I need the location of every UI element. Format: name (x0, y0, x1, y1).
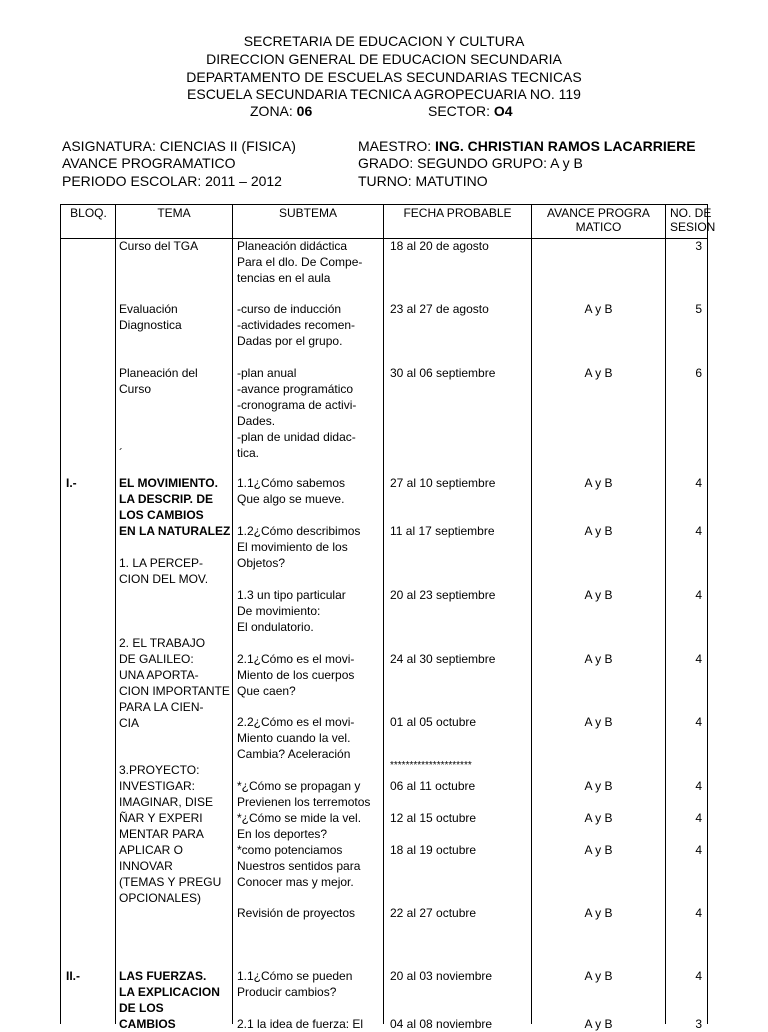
subtema-cell: 2.1 la idea de fuerza: El (237, 1017, 364, 1031)
zona-label: ZONA: (250, 103, 297, 119)
grado-grupo: GRADO: SEGUNDO GRUPO: A y B (358, 155, 583, 171)
subtema-cell: -plan anual -avance programático -cronograma de activi- Dades. -plan de unidad didac- tica. (237, 366, 357, 460)
tema-cell: Evaluación Diagnostica (119, 302, 182, 332)
fecha-cell: 20 al 03 noviembre (390, 969, 493, 983)
subtema-cell: -curso de inducción -actividades recomen- Dadas por el grupo. (237, 302, 356, 348)
header-line-3: DEPARTAMENTO DE ESCUELAS SECUNDARIAS TECNICAS (186, 69, 582, 85)
fecha-cell: 27 al 10 septiembre (390, 476, 496, 490)
sesion-cell: 4 (695, 811, 702, 825)
tema-cell: Curso del TGA (119, 239, 199, 253)
bloque-cell: I.- (66, 476, 77, 490)
sesion-cell: 4 (695, 779, 702, 793)
zona-value: 06 (296, 103, 313, 119)
header-fecha: FECHA PROBABLE (403, 206, 512, 220)
tema-cell: 1. LA PERCEP- CION DEL MOV. (119, 556, 209, 586)
sesion-cell: 4 (695, 843, 702, 857)
maestro-label: MAESTRO: (358, 138, 436, 154)
sesion-cell: 5 (695, 302, 702, 316)
periodo-escolar: PERIODO ESCOLAR: 2011 – 2012 (62, 173, 282, 189)
col-line (115, 204, 116, 1024)
sesion-cell: 4 (695, 524, 702, 538)
subtema-cell: 1.2¿Cómo describimos El movimiento de los Objetos? (237, 524, 361, 570)
avance-cell: A y B (584, 588, 613, 602)
subtema-cell: *¿Cómo se mide la vel. En los deportes? (237, 811, 362, 841)
maestro (358, 138, 696, 155)
avance-programatico: AVANCE PROGRAMATICO (62, 155, 236, 171)
sector-field (428, 103, 513, 120)
subtema-cell: 1.1¿Cómo sabemos Que algo se mueve. (237, 476, 346, 506)
sesion-cell: 4 (695, 715, 702, 729)
sesion-cell: 6 (695, 366, 702, 380)
header-sesion: NO. DE SESION (670, 206, 716, 234)
subtema-cell: 2.2¿Cómo es el movi- Miento cuando la vel. Cambia? Aceleración (237, 715, 355, 761)
avance-cell: A y B (584, 843, 613, 857)
sesion-cell: 4 (695, 969, 702, 983)
avance-cell: A y B (584, 906, 613, 920)
subtema-cell: *como potenciamos Nuestros sentidos para Conocer mas y mejor. (237, 843, 361, 889)
sector-value: O4 (493, 103, 513, 119)
tema-cell: EL MOVIMIENTO. LA DESCRIP. DE LOS CAMBIOS EN LA NATURALEZ (119, 476, 231, 538)
avance-cell: A y B (584, 1017, 613, 1031)
header-line-1: SECRETARIA DE EDUCACION Y CULTURA (243, 33, 525, 49)
turno: TURNO: MATUTINO (358, 173, 488, 189)
col-line (383, 204, 384, 1024)
avance-cell: A y B (584, 366, 613, 380)
fecha-cell: 18 al 19 octubre (390, 843, 477, 857)
sesion-cell: 4 (695, 588, 702, 602)
tema-cell: Planeación del Curso ´ (119, 366, 198, 460)
avance-cell: A y B (584, 302, 613, 316)
tema-cell: 2. EL TRABAJO DE GALILEO: UNA APORTA- CION IMPORTANTE PARA LA CIEN- CIA (119, 636, 230, 730)
asignatura: ASIGNATURA: CIENCIAS II (FISICA) (62, 138, 296, 154)
subtema-cell: 1.1¿Cómo se pueden Producir cambios? (237, 969, 353, 999)
sesion-cell: 4 (695, 906, 702, 920)
maestro-value: ING. CHRISTIAN RAMOS LACARRIERE (435, 138, 696, 154)
sesion-cell: 3 (695, 239, 702, 253)
subtema-cell: Planeación didáctica Para el dlo. De Compe- tencias en el aula (237, 239, 363, 285)
fecha-cell: 23 al 27 de agosto (390, 302, 489, 316)
header-avance: AVANCE PROGRA MATICO (547, 206, 650, 234)
subtema-cell: 1.3 un tipo particular De movimiento: El ondulatorio. (237, 588, 346, 634)
sector-label: SECTOR: (428, 103, 494, 119)
avance-cell: A y B (584, 779, 613, 793)
subtema-cell: *¿Cómo se propagan y Previenen los terremotos (237, 779, 371, 809)
fecha-cell: 20 al 23 septiembre (390, 588, 496, 602)
header-tema: TEMA (157, 206, 191, 220)
fecha-cell: 11 al 17 septiembre (390, 524, 495, 538)
avance-table (60, 204, 716, 1031)
fecha-cell: 18 al 20 de agosto (390, 239, 489, 253)
separator-stars: ********************* (390, 760, 472, 771)
avance-cell: A y B (584, 969, 613, 983)
avance-cell: A y B (584, 524, 613, 538)
tema-cell: 3.PROYECTO: INVESTIGAR: IMAGINAR, DISE ÑAR Y EXPERI MENTAR PARA APLICAR O INNOVAR (TEMAS Y PREGU OPCIONALES) (119, 763, 222, 905)
header-line-2: DIRECCION GENERAL DE EDUCACION SECUNDARIA (206, 51, 562, 67)
col-line (665, 204, 666, 1024)
fecha-cell: 30 al 06 septiembre (390, 366, 496, 380)
sesion-cell: 4 (695, 476, 702, 490)
header-subtema: SUBTEMA (278, 206, 337, 220)
fecha-cell: 22 al 27 octubre (390, 906, 477, 920)
col-line (707, 204, 708, 1024)
avance-cell: A y B (584, 652, 613, 666)
avance-cell: A y B (584, 715, 613, 729)
col-line (232, 204, 233, 1024)
fecha-cell: 01 al 05 octubre (390, 715, 477, 729)
bloque-cell: II.- (66, 969, 80, 983)
fecha-cell: 24 al 30 septiembre (390, 652, 496, 666)
fecha-cell: 12 al 15 octubre (390, 811, 477, 825)
col-line (531, 204, 532, 1024)
col-line (60, 204, 61, 1024)
subtema-cell: 2.1¿Cómo es el movi- Miento de los cuerpos Que caen? (237, 652, 355, 698)
header-bloq: BLOQ. (70, 206, 107, 220)
tema-cell: LAS FUERZAS. LA EXPLICACION DE LOS CAMBIOS (119, 969, 220, 1031)
fecha-cell: 04 al 08 noviembre (390, 1017, 493, 1031)
fecha-cell: 06 al 11 octubre (390, 779, 476, 793)
sesion-cell: 4 (695, 652, 702, 666)
zona-field (250, 103, 312, 120)
header-line-4: ESCUELA SECUNDARIA TECNICA AGROPECUARIA NO. 119 (187, 86, 581, 102)
sesion-cell: 3 (695, 1017, 702, 1031)
subtema-cell: Revisión de proyectos (237, 906, 356, 920)
avance-cell: A y B (584, 811, 613, 825)
row-line (60, 204, 708, 205)
avance-cell: A y B (584, 476, 613, 490)
